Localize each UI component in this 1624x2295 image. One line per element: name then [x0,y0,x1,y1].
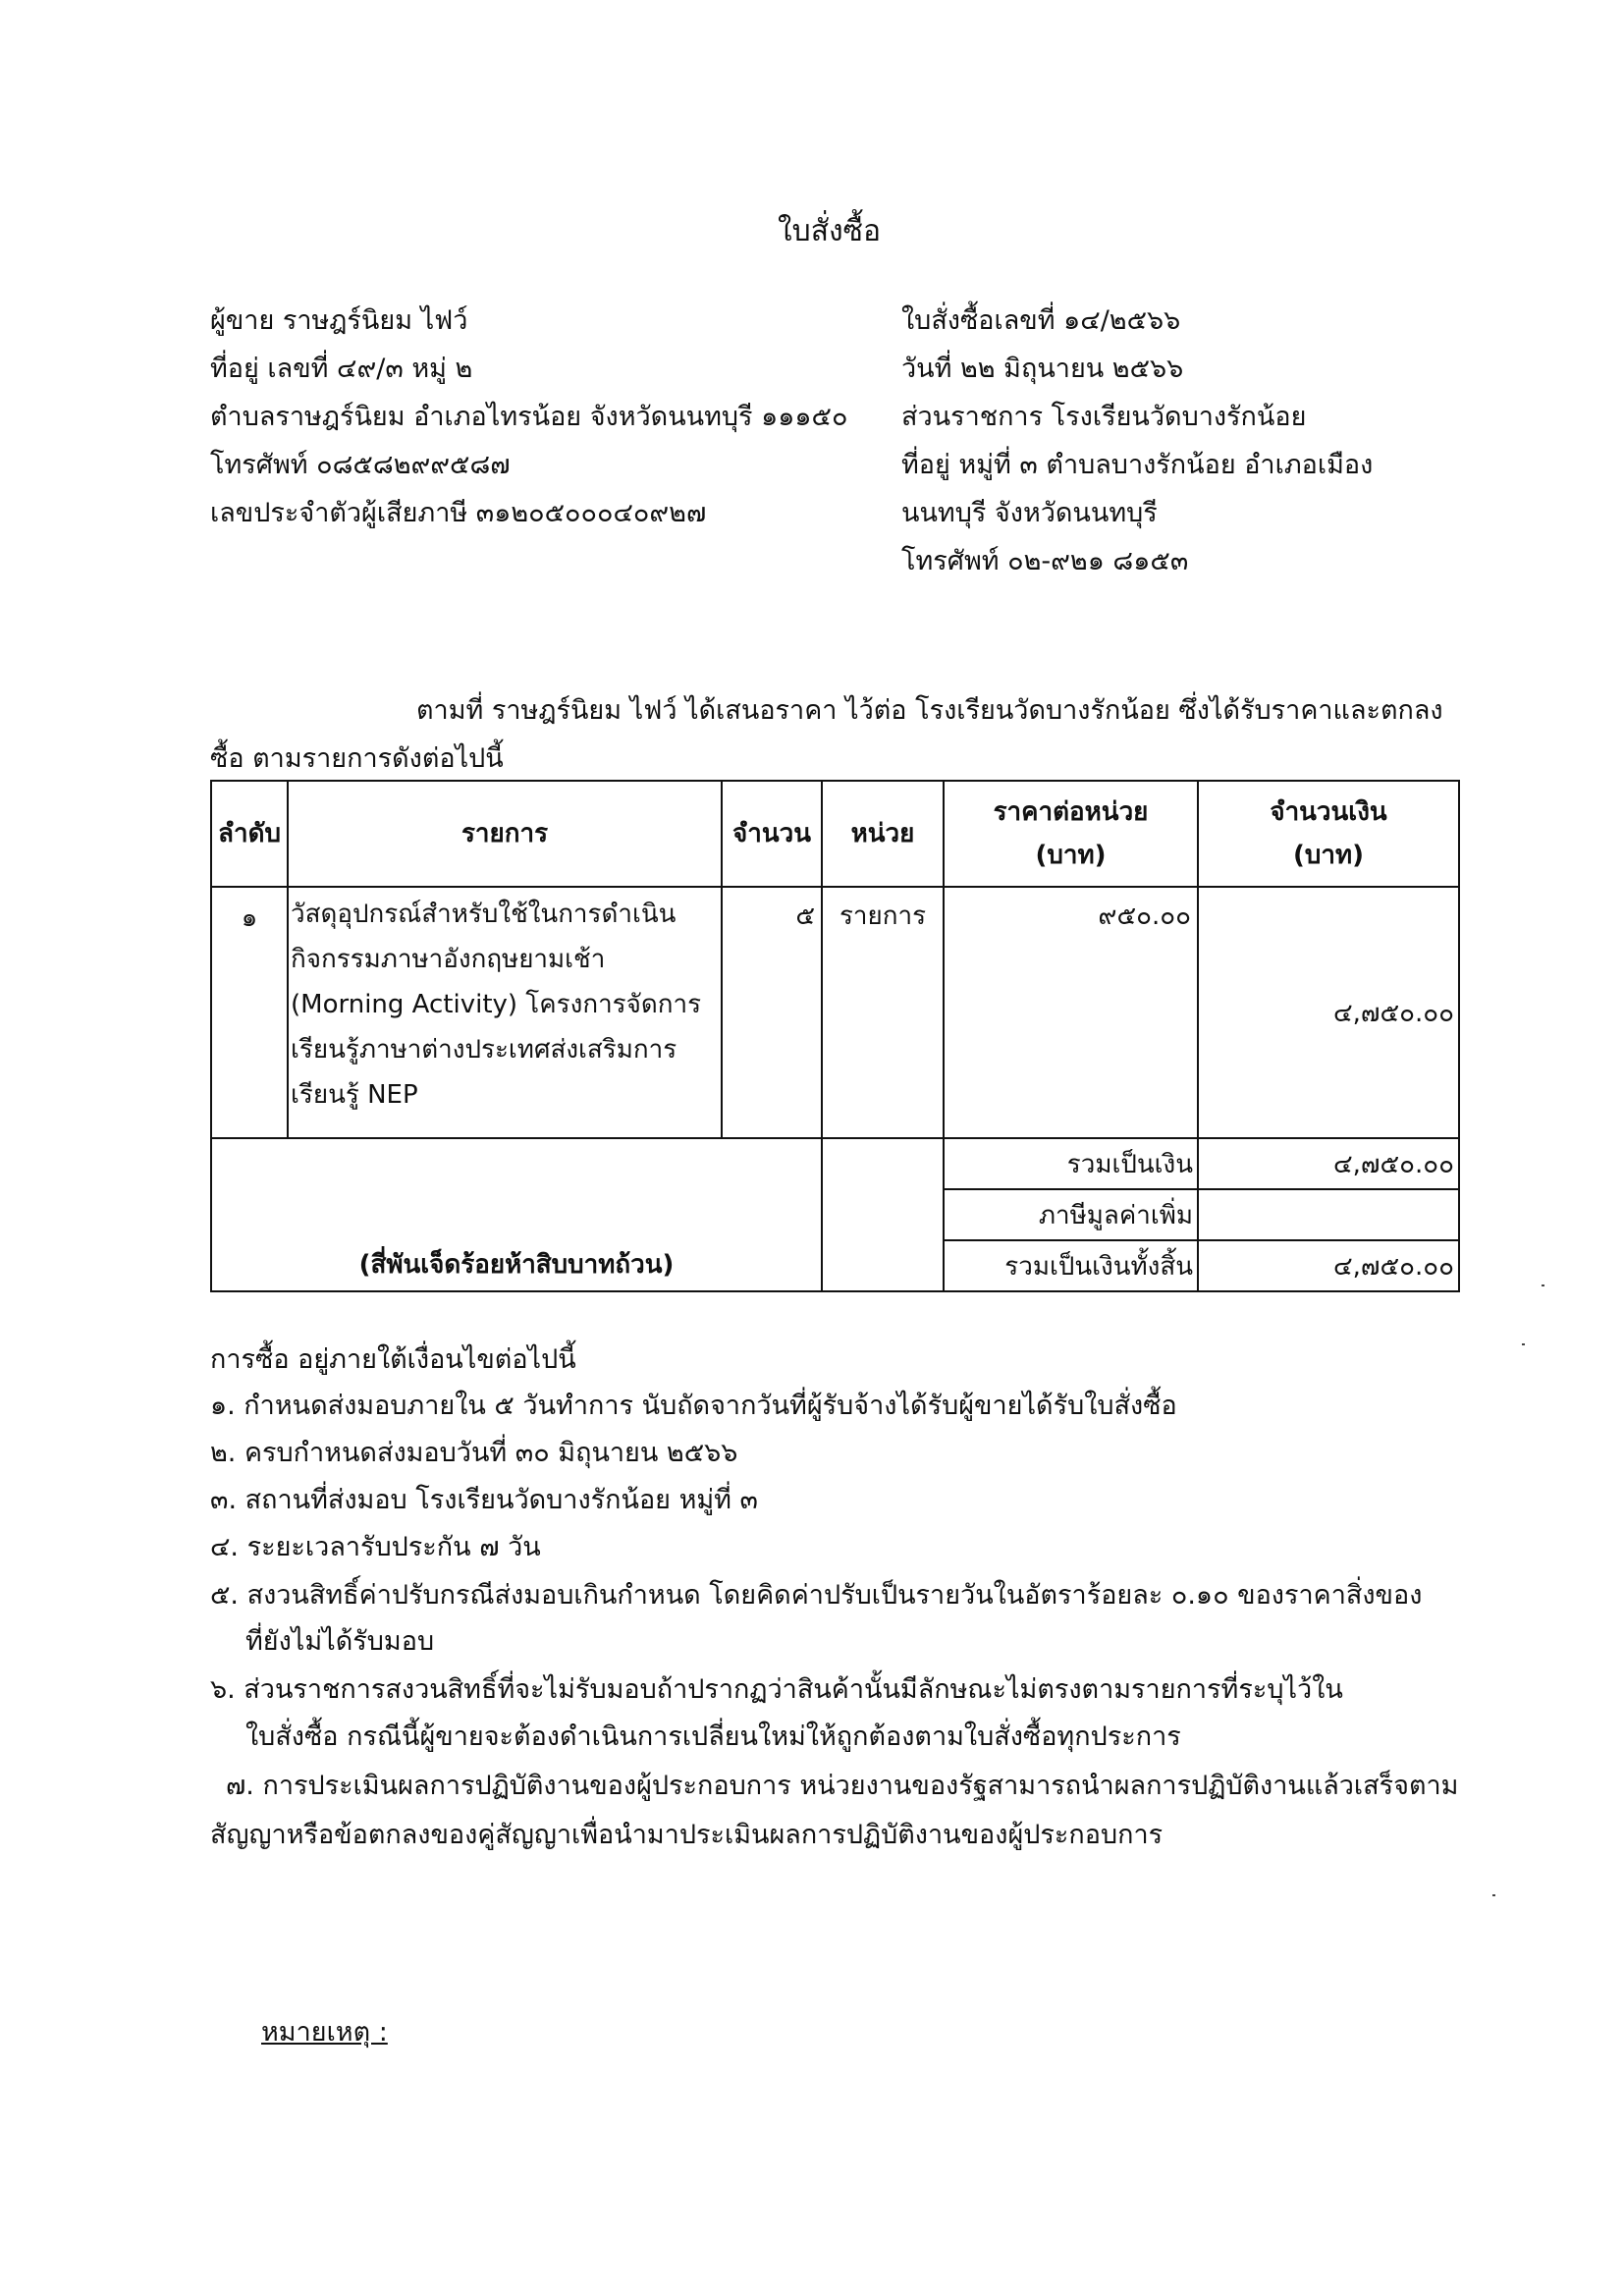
intro-line-2: ซื้อ ตามรายการดังต่อไปนี้ [210,743,504,774]
header-item: รายการ [288,781,722,887]
agency-phone: โทรศัพท์ ๐๒-๙๒๑ ๘๑๕๓ [901,546,1189,576]
order-block [901,297,1373,585]
header-amount-line2: (บาท) [1292,841,1364,870]
condition-2: ๒. ครบกำหนดส่งมอบวันที่ ๓๐ มิถุนายน ๒๕๖๖ [210,1438,738,1468]
seller-address-line2: ตำบลราษฎร์นิยม อำเภอไทรน้อย จังหวัดนนทบุรี ๑๑๑๕๐ [210,402,848,432]
header-unit-price-line1: ราคาต่อหน่วย [993,797,1149,827]
conditions-heading: การซื้อ อยู่ภายใต้เงื่อนไขต่อไปนี้ [210,1344,576,1375]
condition-7-line1: ๗. การประเมินผลการปฏิบัติงานของผู้ประกอบการ หน่วยงานของรัฐสามารถนำผลการปฏิบัติงานแล้วเสร็จตาม [226,1771,1459,1801]
amount-in-words: (สี่พันเจ็ดร้อยห้าสิบบาทถ้วน) [211,1138,822,1291]
seller-address-line1: ที่อยู่ เลขที่ ๔๙/๓ หมู่ ๒ [210,354,473,384]
vat-label: ภาษีมูลค่าเพิ่ม [944,1189,1198,1240]
remark-label: หมายเหตุ : [261,2017,388,2048]
agency-address-line2: นนทบุรี จังหวัดนนทบุรี [901,498,1158,528]
header-unit-price [944,781,1198,887]
grand-total-value: ๔,๗๕๐.๐๐ [1198,1240,1459,1291]
seller-name: ผู้ขาย ราษฎร์นิยม ไฟว์ [210,305,468,336]
vat-spacer [822,1189,944,1240]
row-amount: ๔,๗๕๐.๐๐ [1198,887,1459,1138]
grand-total-label: รวมเป็นเงินทั้งสิ้น [944,1240,1198,1291]
subtotal-spacer [822,1138,944,1189]
header-amount [1198,781,1459,887]
agency-name: ส่วนราชการ โรงเรียนวัดบางรักน้อย [901,402,1307,432]
agency-address-line1: ที่อยู่ หมู่ที่ ๓ ตำบลบางรักน้อย อำเภอเมือง [901,450,1374,480]
vat-value [1198,1189,1459,1240]
grand-total-spacer [822,1240,944,1291]
condition-3: ๓. สถานที่ส่งมอบ โรงเรียนวัดบางรักน้อย หมู่ที่ ๓ [210,1485,758,1515]
header-seq: ลำดับ [211,781,288,887]
intro-line-1: ตามที่ ราษฎร์นิยม ไฟว์ ได้เสนอราคา ไว้ต่อ โรงเรียนวัดบางรักน้อย ซึ่งได้รับราคาและตกลง [416,695,1443,726]
page-title: ใบสั่งซื้อ [778,214,882,248]
order-table [210,780,1460,1292]
row-seq: ๑ [211,887,288,1138]
condition-5-line1: ๕. สงวนสิทธิ์ค่าปรับกรณีส่งมอบเกินกำหนด โดยคิดค่าปรับเป็นรายวันในอัตราร้อยละ ๐.๑๐ ของราคาสิ่งของ [210,1580,1423,1611]
condition-5-line2: ที่ยังไม่ได้รับมอบ [245,1626,435,1657]
header-unit-price-line2: (บาท) [1035,841,1107,870]
header-amount-line1: จำนวนเงิน [1270,797,1387,827]
table-row [211,887,1459,1138]
header-qty: จำนวน [722,781,822,887]
row-unit-price: ๙๕๐.๐๐ [944,887,1198,1138]
header-unit: หน่วย [822,781,944,887]
scan-mark [1542,1284,1544,1286]
scan-mark [1522,1343,1525,1345]
subtotal-value: ๔,๗๕๐.๐๐ [1198,1138,1459,1189]
condition-7-line2: สัญญาหรือข้อตกลงของคู่สัญญาเพื่อนำมาประเมินผลการปฏิบัติงานของผู้ประกอบการ [210,1820,1164,1850]
order-number: ใบสั่งซื้อเลขที่ ๑๔/๒๕๖๖ [901,305,1181,336]
order-date: วันที่ ๒๒ มิถุนายน ๒๕๖๖ [901,354,1184,384]
row-description: วัสดุอุปกรณ์สำหรับใช้ในการดำเนินกิจกรรมภาษาอังกฤษยามเช้า (Morning Activity) โครงการจัดการเรียนรู้ภาษาต่างประเทศส่งเสริมการเรียนรู้ NEP [288,887,722,1138]
seller-phone: โทรศัพท์ ๐๘๕๘๒๙๙๕๘๗ [210,450,511,480]
condition-6-line1: ๖. ส่วนราชการสงวนสิทธิ์ที่จะไม่รับมอบถ้าปรากฏว่าสินค้านั้นมีลักษณะไม่ตรงตามรายการที่ระบุไว้ใน [210,1674,1343,1705]
seller-block [210,297,847,537]
condition-4: ๔. ระยะเวลารับประกัน ๗ วัน [210,1532,541,1562]
row-unit: รายการ [822,887,944,1138]
subtotal-row [211,1138,1459,1189]
row-qty: ๕ [722,887,822,1138]
subtotal-label: รวมเป็นเงิน [944,1138,1198,1189]
seller-tax-id: เลขประจำตัวผู้เสียภาษี ๓๑๒๐๕๐๐๐๔๐๙๒๗ [210,498,707,528]
table-header-row [211,781,1459,887]
condition-1: ๑. กำหนดส่งมอบภายใน ๕ วันทำการ นับถัดจากวันที่ผู้รับจ้างได้รับผู้ขายได้รับใบสั่งซื้อ [210,1391,1177,1421]
scan-mark [1492,1894,1495,1896]
condition-6-line2: ใบสั่งซื้อ กรณีนี้ผู้ขายจะต้องดำเนินการเปลี่ยนใหม่ให้ถูกต้องตามใบสั่งซื้อทุกประการ [245,1721,1181,1752]
